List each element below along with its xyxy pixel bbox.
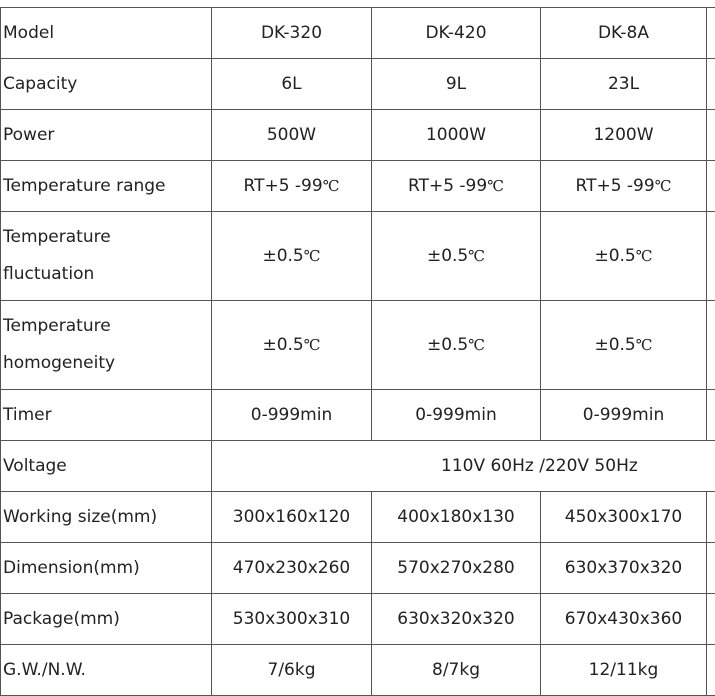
celsius-unit: ℃ [487, 177, 504, 195]
cell-value: 630x370x320 [541, 543, 707, 594]
table-row-header [1, 8, 715, 59]
overflow-cell [707, 492, 715, 543]
cell-value [372, 161, 541, 212]
row-label-line: homogeneity [3, 353, 115, 373]
spec-table [0, 7, 715, 696]
value-text: ±0.5 [262, 335, 303, 355]
table-row-timer [1, 390, 715, 441]
header-model-dk-320: DK-320 [212, 8, 372, 59]
celsius-unit: ℃ [636, 336, 653, 354]
overflow-cell [707, 212, 715, 301]
voltage-value: 110V 60Hz /220V 50Hz [212, 441, 715, 492]
row-label-line: fluctuation [3, 264, 94, 284]
cell-value: 450x300x170 [541, 492, 707, 543]
cell-value: 0-999min [541, 390, 707, 441]
table-row-capacity [1, 59, 715, 110]
value-text: ±0.5 [594, 246, 635, 266]
celsius-unit: ℃ [304, 247, 321, 265]
row-label: Voltage [1, 441, 212, 492]
cell-value: 1000W [372, 110, 541, 161]
cell-value [372, 212, 541, 301]
cell-value [541, 161, 707, 212]
value-text: ±0.5 [594, 335, 635, 355]
row-label [1, 301, 212, 390]
cell-value: 630x320x320 [372, 594, 541, 645]
cell-value: 8/7kg [372, 645, 541, 696]
overflow-cell [707, 543, 715, 594]
celsius-unit: ℃ [468, 247, 485, 265]
row-label [1, 212, 212, 301]
cell-value: 1200W [541, 110, 707, 161]
cell-value: 470x230x260 [212, 543, 372, 594]
row-label: Capacity [1, 59, 212, 110]
row-label: Temperature range [1, 161, 212, 212]
cell-value: 12/11kg [541, 645, 707, 696]
overflow-cell [707, 645, 715, 696]
cell-value: 7/6kg [212, 645, 372, 696]
cell-value: 500W [212, 110, 372, 161]
row-label: Timer [1, 390, 212, 441]
row-label-line: Temperature [3, 227, 111, 247]
value-text: RT+5 -99 [408, 176, 487, 196]
header-model-dk-420: DK-420 [372, 8, 541, 59]
value-text: RT+5 -99 [576, 176, 655, 196]
table-row-temperature-homogeneity [1, 301, 715, 390]
celsius-unit: ℃ [323, 177, 340, 195]
row-label: G.W./N.W. [1, 645, 212, 696]
cell-value: 9L [372, 59, 541, 110]
overflow-cell [707, 59, 715, 110]
cell-value [541, 301, 707, 390]
header-model-dk-8a: DK-8A [541, 8, 707, 59]
row-label: Package(mm) [1, 594, 212, 645]
cell-value [541, 212, 707, 301]
row-label: Power [1, 110, 212, 161]
overflow-cell [707, 594, 715, 645]
cell-value: 300x160x120 [212, 492, 372, 543]
table-row-voltage [1, 441, 715, 492]
cell-value: 570x270x280 [372, 543, 541, 594]
overflow-cell [707, 301, 715, 390]
celsius-unit: ℃ [636, 247, 653, 265]
cell-value [212, 212, 372, 301]
overflow-cell [707, 161, 715, 212]
celsius-unit: ℃ [304, 336, 321, 354]
header-model-label: Model [1, 8, 212, 59]
cell-value: 0-999min [372, 390, 541, 441]
celsius-unit: ℃ [468, 336, 485, 354]
table-row-temperature-range [1, 161, 715, 212]
table-row-working-size [1, 492, 715, 543]
cell-value [372, 301, 541, 390]
cell-value: 400x180x130 [372, 492, 541, 543]
value-text: ±0.5 [262, 246, 303, 266]
cell-value: 23L [541, 59, 707, 110]
table-row-package [1, 594, 715, 645]
cell-value: 6L [212, 59, 372, 110]
value-text: ±0.5 [427, 246, 468, 266]
celsius-unit: ℃ [655, 177, 672, 195]
value-text: RT+5 -99 [244, 176, 323, 196]
table-row-temperature-fluctuation [1, 212, 715, 301]
cell-value: 0-999min [212, 390, 372, 441]
cell-value [212, 301, 372, 390]
cell-value [212, 161, 372, 212]
table-row-weight [1, 645, 715, 696]
overflow-cell [707, 110, 715, 161]
cell-value: 530x300x310 [212, 594, 372, 645]
row-label: Dimension(mm) [1, 543, 212, 594]
cell-value: 670x430x360 [541, 594, 707, 645]
table-row-power [1, 110, 715, 161]
row-label: Working size(mm) [1, 492, 212, 543]
table-row-dimension [1, 543, 715, 594]
value-text: ±0.5 [427, 335, 468, 355]
overflow-cell [707, 390, 715, 441]
row-label-line: Temperature [3, 316, 111, 336]
overflow-cell [707, 8, 715, 59]
